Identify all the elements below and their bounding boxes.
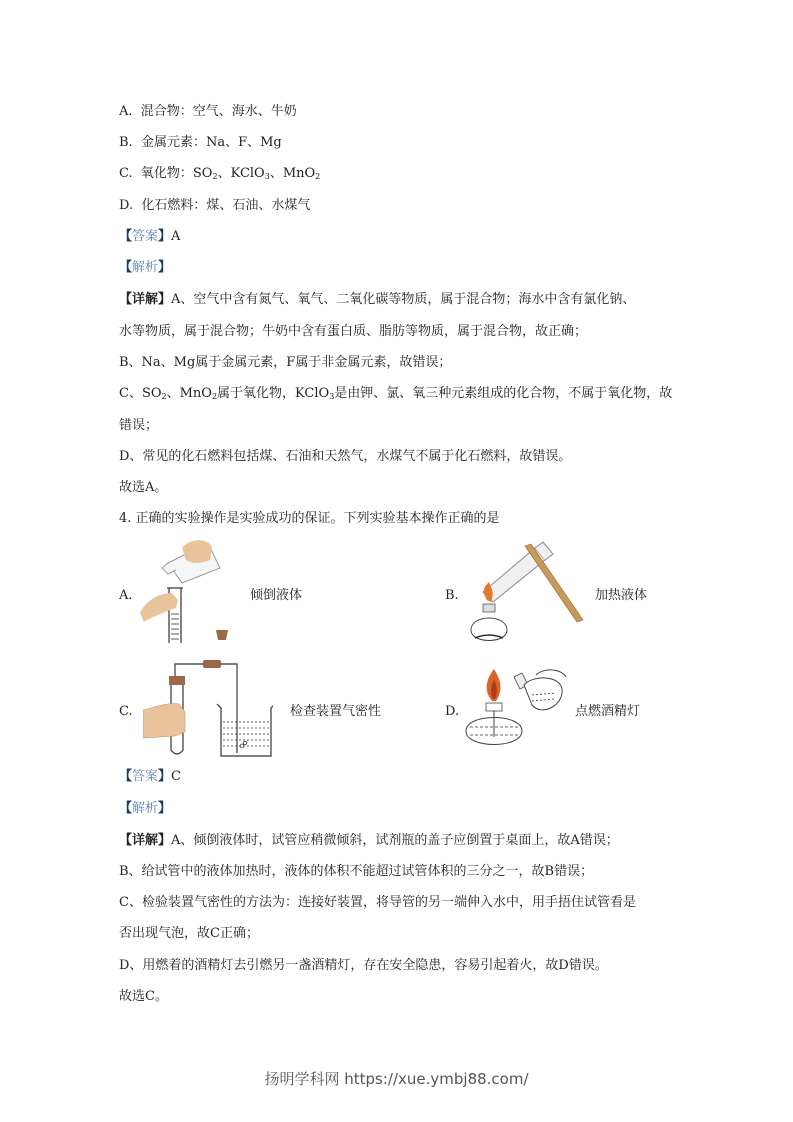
- option-text: 金属元素：Na、F、Mg: [140, 135, 282, 150]
- q3-option-c: [119, 166, 320, 182]
- subscript: 3: [264, 172, 270, 181]
- q4-option-a-caption: 倾倒液体: [250, 588, 303, 603]
- q4-detail-line-4: 否出现气泡，故C正确；: [119, 926, 259, 941]
- detail-text: 是由钾、氯、氧三种元素组成的化合物，不属于氧化物，故: [334, 386, 673, 401]
- bracket: 】: [158, 229, 172, 244]
- subscript: 2: [211, 392, 218, 401]
- bracket: 【: [119, 801, 133, 816]
- bracket: 【: [119, 260, 133, 275]
- detail-text: A、倾倒液体时，试管应稍微倾斜，试剂瓶的盖子应倒置于桌面上，故A错误；: [171, 833, 619, 848]
- pouring-liquid-figure: [140, 538, 250, 643]
- detail-text: 属于氧化物，KClO: [217, 386, 330, 401]
- analysis-label: 解析: [132, 260, 159, 275]
- subscript: 3: [329, 392, 335, 401]
- q4-option-c-caption: 检查装置气密性: [290, 704, 382, 719]
- formula: 、KClO: [217, 166, 265, 181]
- footer-watermark: 扬明学科网 https://xue.ymbj88.com/: [264, 1070, 529, 1088]
- stopper-icon: [216, 630, 228, 640]
- q3-option-d: [119, 198, 310, 214]
- formula: 、MnO: [269, 166, 316, 181]
- q3-detail-line-1: [119, 292, 635, 308]
- q3-answer: [119, 229, 180, 245]
- subscript: 2: [315, 172, 321, 181]
- q4-detail-line-3: C、检验装置气密性的方法为：连接好装置，将导管的另一端伸入水中，用手捂住试管看是: [119, 895, 636, 910]
- subscript: 2: [161, 392, 167, 401]
- subscript: 2: [212, 172, 218, 181]
- bracket: 】: [158, 260, 172, 275]
- q4-option-d-caption: 点燃酒精灯: [575, 704, 641, 719]
- q4-analysis-heading: [119, 801, 171, 817]
- option-letter: D.: [119, 198, 134, 213]
- lighting-alcohol-lamp-figure: [462, 665, 567, 757]
- q4-detail-line-1: [119, 833, 619, 849]
- q4-option-b-caption: 加热液体: [595, 588, 648, 603]
- stopper-icon: [169, 676, 185, 685]
- detail-text: A、空气中含有氮气、氧气、二氧化碳等物质，属于混合物；海水中含有氯化钠、: [171, 292, 636, 307]
- answer-label: 答案: [132, 769, 159, 784]
- q3-option-b: [119, 135, 282, 151]
- q4-option-d-letter: D.: [445, 704, 460, 719]
- option-letter: B.: [119, 135, 133, 150]
- hand-icon: [140, 593, 178, 622]
- formula: SO: [192, 166, 213, 181]
- bracket: 【: [119, 769, 133, 784]
- bracket: 】: [158, 801, 172, 816]
- second-alcohol-lamp-icon: [514, 670, 566, 710]
- option-letter: A.: [119, 104, 133, 119]
- q4-detail-line-2: B、给试管中的液体加热时，液体的体积不能超过试管体积的三分之一，故B错误；: [119, 864, 594, 879]
- q4-answer: [119, 769, 181, 785]
- answer-value: A: [171, 229, 181, 244]
- option-text: 混合物：空气、海水、牛奶: [140, 104, 297, 119]
- detail-label: 【详解】: [119, 292, 172, 307]
- option-text: 化石燃料：煤、石油、水煤气: [141, 198, 311, 213]
- hand-icon: [143, 704, 185, 738]
- q4-option-a-letter: A.: [119, 588, 133, 603]
- option-text: 氧化物：: [140, 166, 193, 181]
- detail-label: 【详解】: [119, 833, 172, 848]
- detail-text: 、MnO: [166, 386, 212, 401]
- option-letter: C.: [119, 166, 133, 181]
- rubber-connector-icon: [203, 660, 221, 668]
- q4-option-b-letter: B.: [445, 588, 459, 603]
- bracket: 】: [158, 769, 172, 784]
- q4-option-c-letter: C.: [119, 704, 133, 719]
- q3-detail-line-2: 水等物质，属于混合物；牛奶中含有蛋白质、脂肪等物质，属于混合物，故正确；: [119, 324, 588, 339]
- answer-label: 答案: [132, 229, 159, 244]
- tube-holder-icon: [525, 544, 583, 622]
- hand-icon: [182, 540, 212, 563]
- beaker-icon: [217, 704, 273, 756]
- heating-liquid-figure: [465, 540, 590, 652]
- q3-option-a: [119, 104, 297, 120]
- airtightness-check-figure: [143, 658, 273, 760]
- q4-detail-line-5: D、用燃着的酒精灯去引燃另一盏酒精灯，存在安全隐患，容易引起着火，故D错误。: [119, 958, 608, 973]
- q3-analysis-heading: [119, 260, 171, 276]
- alcohol-lamp-icon: [471, 604, 507, 641]
- bracket: 【: [119, 229, 133, 244]
- q3-detail-line-4: [119, 386, 672, 402]
- answer-value: C: [171, 769, 181, 784]
- q3-conclusion: 故选A。: [119, 480, 168, 495]
- q3-detail-line-5: 错误；: [119, 418, 159, 433]
- detail-text: C、SO: [119, 386, 162, 401]
- q4-stem: 4. 正确的实验操作是实验成功的保证。下列实验基本操作正确的是: [119, 511, 500, 526]
- q3-detail-line-3: B、Na、Mg属于金属元素，F属于非金属元素，故错误；: [119, 355, 452, 370]
- q3-detail-line-6: D、常见的化石燃料包括煤、石油和天然气，水煤气不属于化石燃料，故错误。: [119, 449, 572, 464]
- alcohol-lamp-icon: [466, 703, 522, 745]
- analysis-label: 解析: [132, 801, 159, 816]
- q4-conclusion: 故选C。: [119, 989, 168, 1004]
